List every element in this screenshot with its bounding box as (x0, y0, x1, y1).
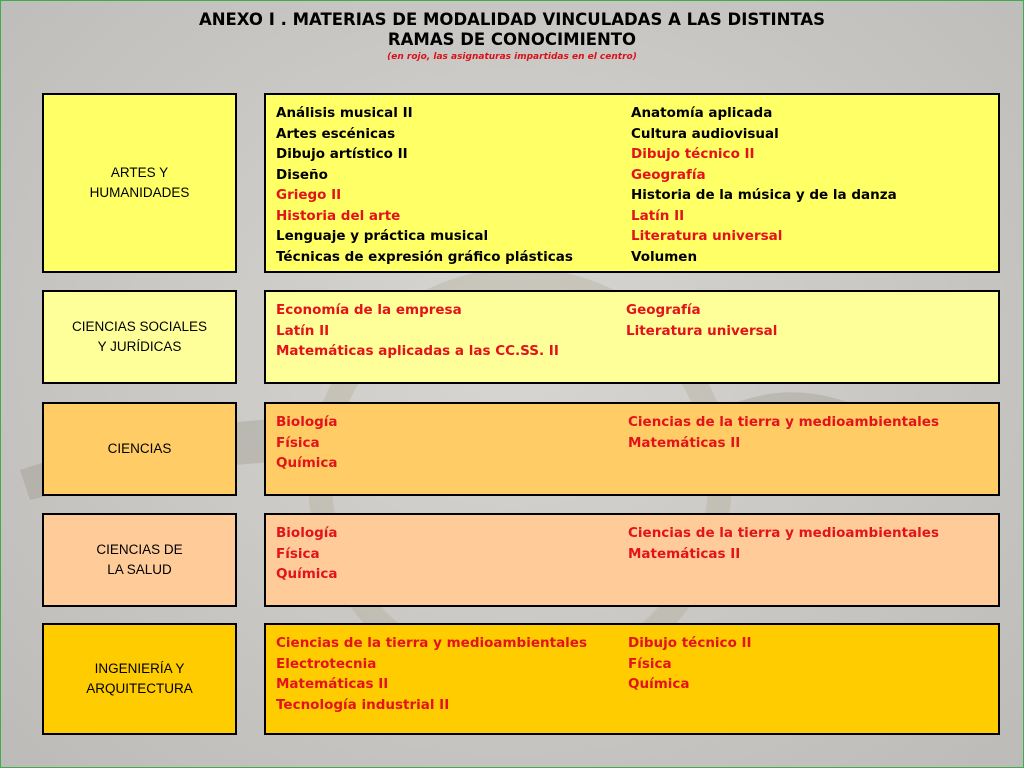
subject-right-item: Historia de la música y de la danza (631, 187, 897, 203)
section-label-2: CIENCIAS (42, 402, 237, 496)
subject-left-item: Física (276, 545, 320, 562)
subject-right-item: Dibujo técnico II (628, 635, 752, 651)
subject-left-item: Lenguaje y práctica musical (276, 228, 489, 244)
page-title-line-1: ANEXO I . MATERIAS DE MODALIDAD VINCULADAS A LAS DISTINTAS (198, 10, 826, 29)
page-header (0, 10, 1024, 64)
subject-left-item: Griego II (276, 187, 342, 203)
subject-left-item: Técnicas de expresión gráfico plásticas (276, 248, 573, 265)
subject-left-item: Dibujo artístico II (276, 146, 408, 162)
subject-left-item: Economía de la empresa (276, 302, 462, 318)
subject-left-item: Química (276, 566, 338, 582)
subject-right-item: Anatomía aplicada (631, 105, 773, 121)
subject-right-item: Geografía (626, 302, 701, 318)
section-label-3: CIENCIAS DE LA SALUD (42, 513, 237, 607)
section-subjects-2 (264, 402, 1000, 496)
subject-left-item: Biología (276, 525, 338, 541)
subject-right-item: Ciencias de la tierra y medioambientales (628, 525, 940, 541)
subject-right-item: Dibujo técnico II (631, 146, 755, 162)
subject-right-item: Matemáticas II (628, 434, 741, 451)
subject-left-item: Matemáticas II (276, 676, 389, 692)
section-subjects-4 (264, 623, 1000, 735)
subject-right-item: Geografía (631, 166, 706, 183)
subject-right-item: Literatura universal (626, 322, 778, 339)
subject-right-item: Cultura audiovisual (631, 125, 779, 142)
subject-right-item: Matemáticas II (628, 545, 741, 562)
section-subjects-1 (264, 290, 1000, 384)
section-label-1: CIENCIAS SOCIALES Y JURÍDICAS (42, 290, 237, 384)
subject-left-item: Biología (276, 414, 338, 430)
subject-left-item: Física (276, 434, 320, 451)
subject-right-item: Volumen (631, 248, 698, 265)
section-label-4: INGENIERÍA Y ARQUITECTURA (42, 623, 237, 735)
section-subjects-0 (264, 93, 1000, 273)
subject-left-item: Latín II (276, 322, 330, 339)
subject-left-item: Ciencias de la tierra y medioambientales (276, 635, 588, 651)
section-subjects-3 (264, 513, 1000, 607)
subject-left-item: Electrotecnia (276, 655, 377, 672)
page-title-line-2: RAMAS DE CONOCIMIENTO (387, 30, 637, 49)
section-label-0: ARTES Y HUMANIDADES (42, 93, 237, 273)
subject-left-item: Matemáticas aplicadas a las CC.SS. II (276, 343, 559, 359)
subject-right-item: Ciencias de la tierra y medioambientales (628, 414, 940, 430)
subject-right-item: Literatura universal (631, 228, 783, 244)
subject-left-item: Química (276, 455, 338, 471)
page-subtitle: (en rojo, las asignaturas impartidas en el centro) (387, 52, 637, 62)
subject-right-item: Física (628, 655, 672, 672)
subject-left-item: Análisis musical II (276, 105, 413, 121)
subject-right-item: Química (628, 676, 690, 692)
subject-left-item: Diseño (276, 166, 328, 183)
subject-left-item: Historia del arte (276, 207, 401, 224)
subject-left-item: Artes escénicas (276, 125, 396, 142)
subject-right-item: Latín II (631, 207, 685, 224)
subject-left-item: Tecnología industrial II (276, 696, 450, 713)
